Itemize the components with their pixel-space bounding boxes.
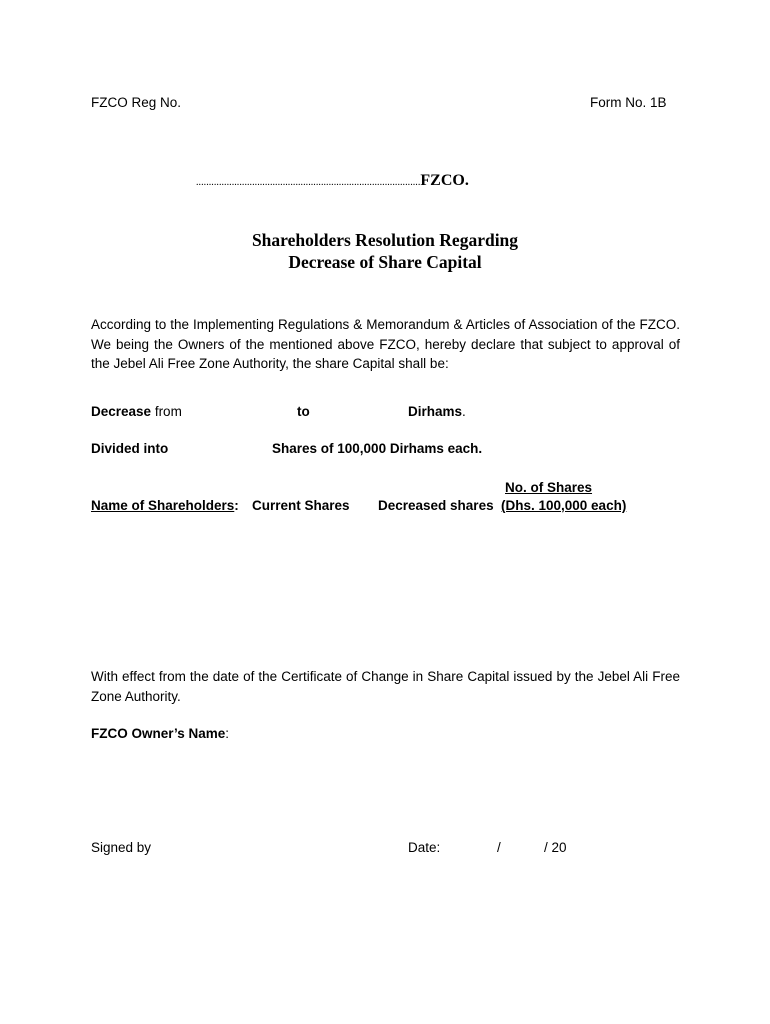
shareholders-header-colon: :: [234, 498, 239, 513]
owner-name-label: [91, 724, 229, 743]
reg-no-label: FZCO Reg No.: [91, 95, 182, 110]
decreased-shares-header: Decreased shares: [378, 498, 494, 513]
shareholders-header-text: Name of Shareholders: [91, 498, 235, 513]
company-name-blank[interactable]: ........................................................................................: [196, 177, 421, 188]
shares-per-text: Shares of 100,000 Dirhams each.: [272, 441, 483, 456]
share-value-header: (Dhs. 100,000 each): [501, 498, 627, 513]
decrease-bold: Decrease: [91, 404, 152, 419]
page-title: Shareholders Resolution Regarding: [251, 230, 519, 250]
dirhams-word: Dirhams: [408, 404, 463, 419]
company-name-line: [196, 171, 469, 193]
date-label: Date:: [408, 840, 441, 855]
page-subtitle: Decrease of Share Capital: [288, 252, 482, 272]
current-shares-header: Current Shares: [252, 498, 350, 513]
form-number: Form No. 1B: [590, 95, 667, 110]
intro-paragraph: According to the Implementing Regulations & Memorandum & Articles of Association of the FZCO. We being the Owners of the mentioned above FZCO, hereby declare that subject to approval of the Jebel Ali Free Zone Authority, the share Capital shall be:: [91, 317, 680, 371]
decrease-from: from: [151, 404, 182, 419]
shareholders-header: [91, 496, 239, 515]
company-suffix: FZCO.: [420, 172, 469, 189]
dirhams-label: [408, 402, 466, 421]
decrease-label: [91, 402, 182, 421]
date-slash-year: / 20: [544, 840, 567, 855]
owner-name-text: FZCO Owner’s Name: [91, 726, 226, 741]
signed-by-label: Signed by: [91, 840, 152, 855]
divided-into-label: Divided into: [91, 441, 169, 456]
effect-paragraph: With effect from the date of the Certificate of Change in Share Capital issued by the Jebel Ali Free Zone Authority.: [91, 669, 680, 704]
date-slash-1: /: [497, 840, 501, 855]
dirhams-period: .: [462, 404, 466, 419]
decrease-to-label: to: [297, 404, 310, 419]
owner-name-colon: :: [225, 726, 230, 741]
no-of-shares-header: No. of Shares: [505, 480, 593, 495]
